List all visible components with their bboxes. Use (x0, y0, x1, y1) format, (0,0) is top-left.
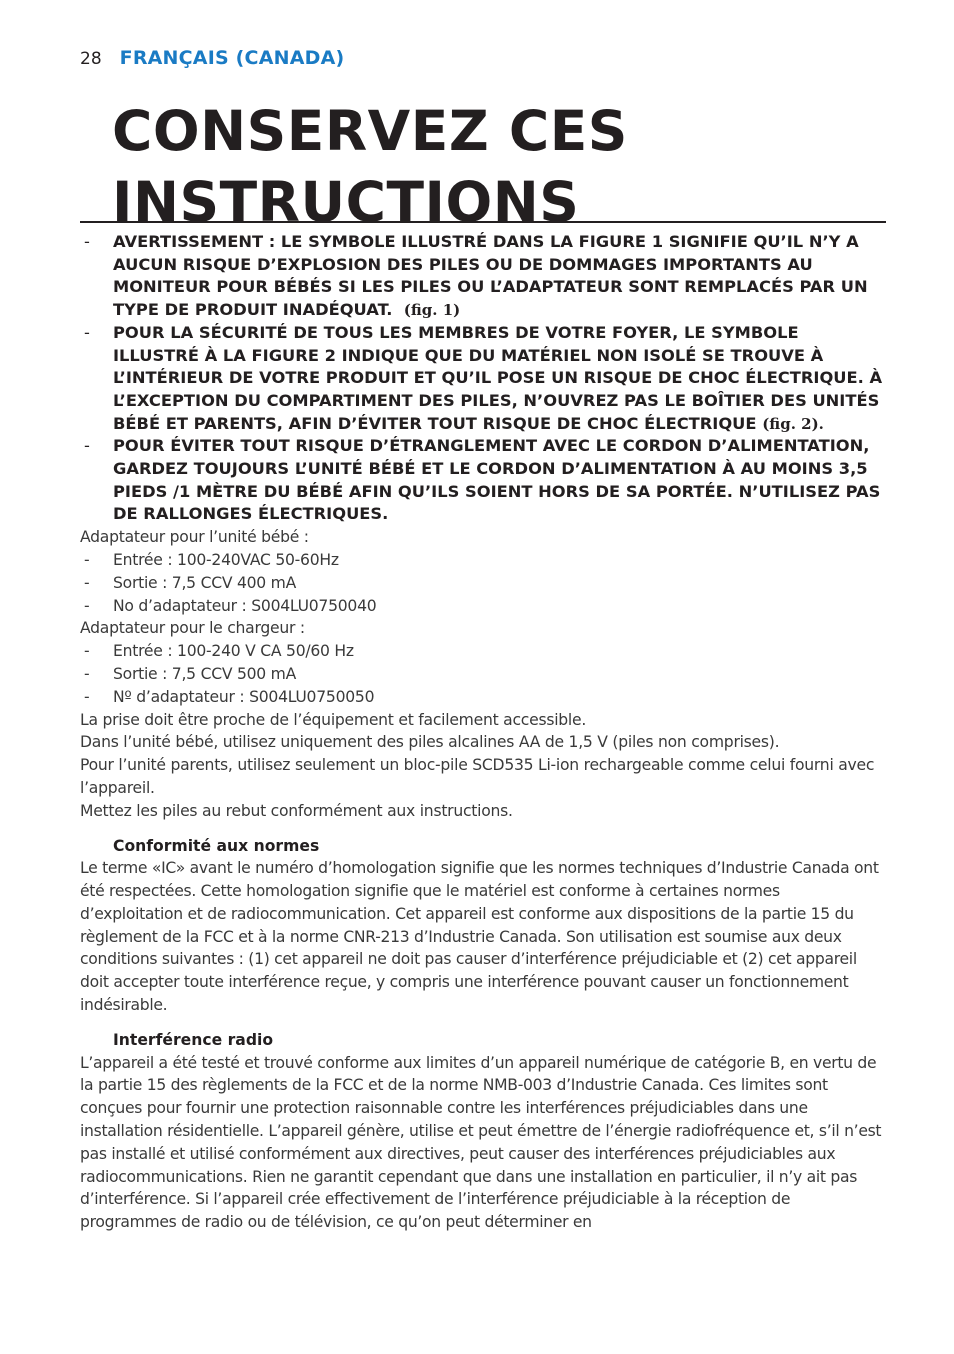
page-title: CONSERVEZ CES INSTRUCTIONS (112, 99, 628, 234)
list-item: - Nº d’adaptateur : S004LU0750050 (84, 687, 375, 706)
interference-heading: Interférence radio (113, 1030, 274, 1049)
list-item: - Entrée : 100-240 V CA 50/60 Hz (84, 642, 354, 661)
compliance-heading: Conformité aux normes (113, 836, 320, 855)
page-header (80, 47, 344, 77)
note-text: La prise doit être proche de l’équipement et facilement accessible. (80, 710, 587, 729)
baby-adapter-heading: Adaptateur pour l’unité bébé : (80, 528, 309, 547)
document-body (80, 231, 886, 1234)
note-text: Mettez les piles au rebut conformément aux instructions. (80, 801, 513, 820)
figure-reference: (fig. 1) (403, 301, 461, 320)
note-text: Dans l’unité bébé, utilisez uniquement des piles alcalines AA de 1,5 V (piles non comprises). (80, 733, 780, 752)
interference-paragraph: L’appareil a été testé et trouvé conforme aux limites d’un appareil numérique de catégorie B, en vertu de la partie 15 des règlements de la FCC et de la norme NMB-003 d’Industrie Canada. Ces limites sont conçues pour fournir une protection raisonnable contre les interférences préjudiciables dans une installation résidentielle. L’appareil génère, utilise et peut émettre de l’énergie radiofréquence et, s’il n’est pas installé et utilisé conformément aux directives, peut causer des interférences préjudiciables aux radiocommunications. Rien ne garantit cependant que dans une installation en particulier, il n’y ait pas d’interférence. Si l’appareil crée effectivement de l’interférence préjudiciable à la réception de programmes de radio ou de télévision, ce qu’on peut déterminer en (80, 1053, 882, 1232)
list-item: - Sortie : 7,5 CCV 500 mA (84, 664, 297, 683)
list-item: - No d’adaptateur : S004LU0750040 (84, 596, 377, 615)
warning-text: POUR ÉVITER TOUT RISQUE D’ÉTRANGLEMENT AVEC LE CORDON D’ALIMENTATION, GARDEZ TOUJOURS L’UNITÉ BÉBÉ ET LE CORDON D’ALIMENTATION À AU MOINS 3,5 PIEDS /1 MÈTRE DU BÉBÉ AFIN QU’ILS SOIENT HORS DE SA PORTÉE. N’UTILISEZ PAS DE RALLONGES ÉLECTRIQUES. (113, 436, 881, 524)
list-item: - Sortie : 7,5 CCV 400 mA (84, 573, 297, 592)
warning-text: POUR LA SÉCURITÉ DE TOUS LES MEMBRES DE VOTRE FOYER, LE SYMBOLE ILLUSTRÉ À LA FIGURE 2 INDIQUE QUE DU MATÉRIEL NON ISOLÉ SE TROUVE À L’INTÉRIEUR DE VOTRE PRODUIT ET QU’IL POSE UN RISQUE DE CHOC ÉLECTRIQUE. À L’EXCEPTION DU COMPARTIMENT DES PILES, N’OUVREZ PAS LE BOÎTIER DES UNITÉS BÉBÉ ET PARENTS, AFIN D’ÉVITER TOUT RISQUE DE CHOC ÉLECTRIQUE (113, 322, 883, 433)
compliance-paragraph: Le terme «IC» avant le numéro d’homologation signifie que les normes techniques d’Industrie Canada ont été respectées. Cette homologation signifie que le matériel est conforme à certaines normes d’exploitation et de radiocommunication. Cet appareil est conforme aux dispositions de la partie 15 du règlement de la FCC et à la norme CNR-213 d’Industrie Canada. Son utilisation est soumise aux deux conditions suivantes : (1) cet appareil ne doit pas causer d’interférence préjudiciable et (2) cet appareil doit accepter toute interférence reçue, y compris une interférence pouvant causer un fonctionnement indésirable. (80, 859, 879, 1015)
title-divider (80, 221, 886, 223)
note-text: Pour l’unité parents, utilisez seulement un bloc-pile SCD535 Li-ion rechargeable comme celui fourni avec l’appareil. (80, 756, 875, 797)
language-heading: FRANÇAIS (CANADA) (119, 47, 345, 69)
warning-item: - POUR ÉVITER TOUT RISQUE D’ÉTRANGLEMENT AVEC LE CORDON D’ALIMENTATION, GARDEZ TOUJOURS L’UNITÉ BÉBÉ ET LE CORDON D’ALIMENTATION À AU MOINS 3,5 PIEDS /1 MÈTRE DU BÉBÉ AFIN QU’ILS SOIENT HORS DE SA PORTÉE. N’UTILISEZ PAS DE RALLONGES ÉLECTRIQUES. (84, 436, 881, 524)
warning-item: - AVERTISSEMENT : LE SYMBOLE ILLUSTRÉ DANS LA FIGURE 1 SIGNIFIE QU’IL N’Y A AUCUN RISQUE D’EXPLOSION DES PILES OU DE DOMMAGES IMPORTANTS AU MONITEUR POUR BÉBÉS SI LES PILES OU L’ADAPTATEUR SONT REMPLACÉS PAR UN TYPE DE PRODUIT INADÉQUAT. (fig. 1) (84, 232, 868, 320)
figure-reference: (fig. 2). (762, 414, 824, 433)
warning-item: - POUR LA SÉCURITÉ DE TOUS LES MEMBRES DE VOTRE FOYER, LE SYMBOLE ILLUSTRÉ À LA FIGURE 2 INDIQUE QUE DU MATÉRIEL NON ISOLÉ SE TROUVE À L’INTÉRIEUR DE VOTRE PRODUIT ET QU’IL POSE UN RISQUE DE CHOC ÉLECTRIQUE. À L’EXCEPTION DU COMPARTIMENT DES PILES, N’OUVREZ PAS LE BOÎTIER DES UNITÉS BÉBÉ ET PARENTS, AFIN D’ÉVITER TOUT RISQUE DE CHOC ÉLECTRIQUE (fig. 2). (84, 322, 883, 433)
page-number: 28 (80, 49, 102, 69)
charger-adapter-heading: Adaptateur pour le chargeur : (80, 619, 305, 638)
warning-text: AVERTISSEMENT : LE SYMBOLE ILLUSTRÉ DANS LA FIGURE 1 SIGNIFIE QU’IL N’Y A AUCUN RISQUE D’EXPLOSION DES PILES OU DE DOMMAGES IMPORTANTS AU MONITEUR POUR BÉBÉS SI LES PILES OU L’ADAPTATEUR SONT REMPLACÉS PAR UN TYPE DE PRODUIT INADÉQUAT. (113, 232, 868, 320)
list-item: - Entrée : 100-240VAC 50-60Hz (84, 550, 339, 569)
